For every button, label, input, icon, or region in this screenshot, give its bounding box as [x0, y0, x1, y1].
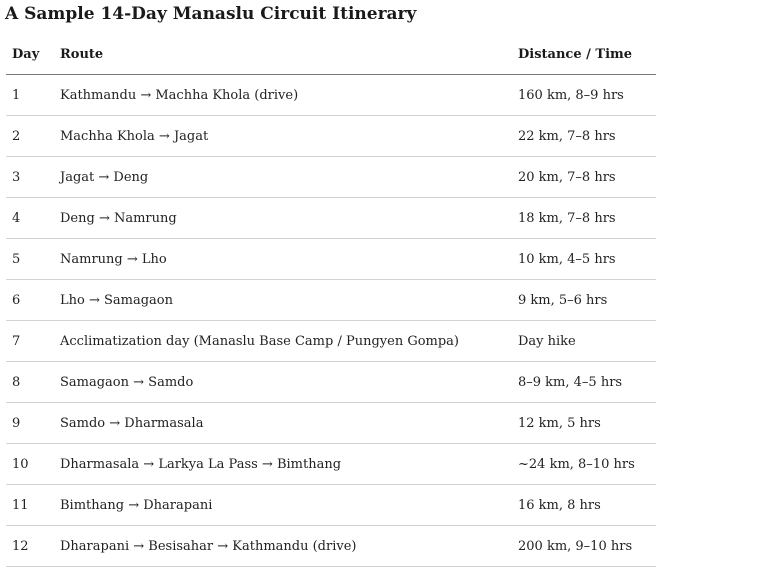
table-row — [6, 280, 656, 321]
route-cell: Bimthang → Dharapani — [54, 485, 512, 526]
distance-time-cell: 160 km, 8–9 hrs — [512, 75, 656, 116]
table-row — [6, 444, 656, 485]
day-cell: 4 — [6, 198, 54, 239]
day-cell: 8 — [6, 362, 54, 403]
day-cell: 5 — [6, 239, 54, 280]
route-cell: Acclimatization day (Manaslu Base Camp / Pungyen Gompa) — [54, 321, 512, 362]
day-cell: 9 — [6, 403, 54, 444]
column-header-route: Route — [54, 34, 512, 75]
distance-time-cell: 200 km, 9–10 hrs — [512, 526, 656, 567]
column-header-day: Day — [6, 34, 54, 75]
day-cell: 12 — [6, 526, 54, 567]
itinerary-table — [6, 34, 656, 567]
route-cell: Lho → Samagaon — [54, 280, 512, 321]
day-cell: 11 — [6, 485, 54, 526]
route-cell: Samdo → Dharmasala — [54, 403, 512, 444]
distance-time-cell: 18 km, 7–8 hrs — [512, 198, 656, 239]
distance-time-cell: 20 km, 7–8 hrs — [512, 157, 656, 198]
distance-time-cell: 16 km, 8 hrs — [512, 485, 656, 526]
table-row — [6, 403, 656, 444]
route-cell: Samagaon → Samdo — [54, 362, 512, 403]
distance-time-cell: Day hike — [512, 321, 656, 362]
route-cell: Dharmasala → Larkya La Pass → Bimthang — [54, 444, 512, 485]
table-row — [6, 157, 656, 198]
day-cell: 3 — [6, 157, 54, 198]
distance-time-cell: 8–9 km, 4–5 hrs — [512, 362, 656, 403]
route-cell: Namrung → Lho — [54, 239, 512, 280]
table-row — [6, 526, 656, 567]
table-row — [6, 198, 656, 239]
route-cell: Jagat → Deng — [54, 157, 512, 198]
table-row — [6, 485, 656, 526]
route-cell: Machha Khola → Jagat — [54, 116, 512, 157]
distance-time-cell: 10 km, 4–5 hrs — [512, 239, 656, 280]
day-cell: 6 — [6, 280, 54, 321]
table-row — [6, 75, 656, 116]
table-row — [6, 239, 656, 280]
distance-time-cell: ~24 km, 8–10 hrs — [512, 444, 656, 485]
distance-time-cell: 12 km, 5 hrs — [512, 403, 656, 444]
route-cell: Deng → Namrung — [54, 198, 512, 239]
route-cell: Kathmandu → Machha Khola (drive) — [54, 75, 512, 116]
day-cell: 2 — [6, 116, 54, 157]
column-header-distance-time: Distance / Time — [512, 34, 656, 75]
table-row — [6, 321, 656, 362]
distance-time-cell: 9 km, 5–6 hrs — [512, 280, 656, 321]
table-header-row — [6, 34, 656, 75]
table-row — [6, 116, 656, 157]
day-cell: 10 — [6, 444, 54, 485]
distance-time-cell: 22 km, 7–8 hrs — [512, 116, 656, 157]
route-cell: Dharapani → Besisahar → Kathmandu (drive) — [54, 526, 512, 567]
day-cell: 1 — [6, 75, 54, 116]
page-title: A Sample 14-Day Manaslu Circuit Itinerary — [5, 4, 417, 24]
table-row — [6, 362, 656, 403]
day-cell: 7 — [6, 321, 54, 362]
